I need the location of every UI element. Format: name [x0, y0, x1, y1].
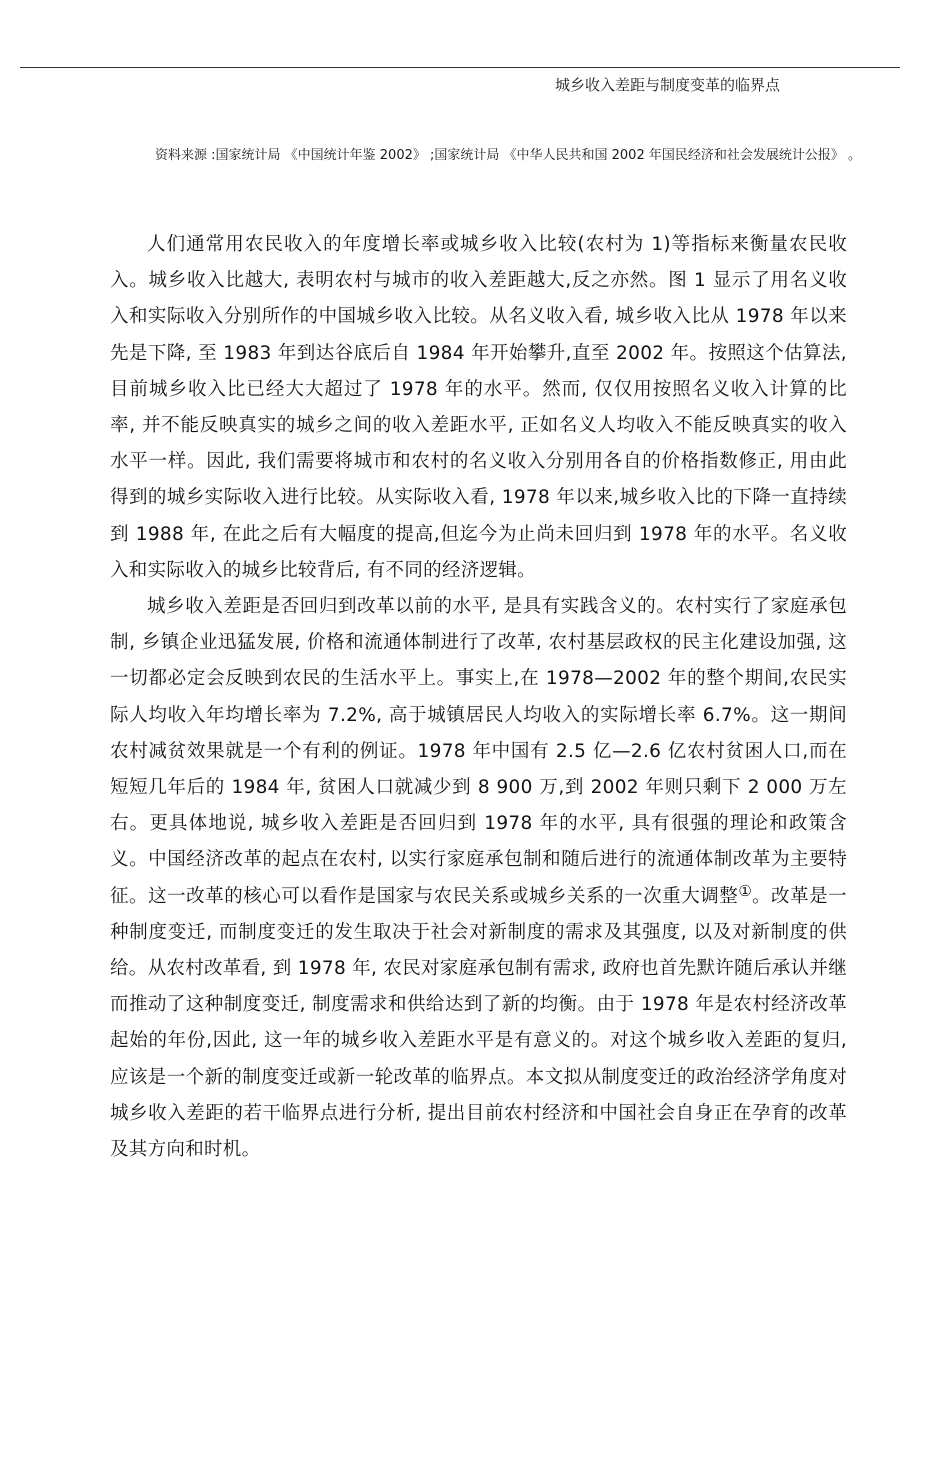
body-text [110, 227, 847, 1168]
paragraph-2 [110, 589, 847, 1168]
running-title: 城乡收入差距与制度变革的临界点 [555, 76, 781, 94]
footnote-marker[interactable]: ① [738, 881, 753, 900]
header-rule [20, 67, 900, 68]
paragraph-2-part-1: 城乡收入差距是否回归到改革以前的水平, 是具有实践含义的。农村实行了家庭承包制, 乡镇企业迅猛发展, 价格和流通体制进行了改革, 农村基层政权的民主化建设加强, 这一切都必定会反映到农民的生活水平上。事实上,在 1978—2002 年的整个期间,农民实际人均收入年均增长率为 7.2%, 高于城镇居民人均收入的实际增长率 6.7%。这一期间农村减贫效果就是一个有利的例证。1978 年中国有 2.5 亿—2.6 亿农村贫困人口,而在短短几年后的 1984 年, 贫困人口就减少到 8 900 万,到 2002 年则只剩下 2 000 万左右。更具体地说, 城乡收入差距是否回归到 1978 年的水平, 具有很强的理论和政策含义。中国经济改革的起点在农村, 以实行家庭承包制和随后进行的流通体制改革为主要特征。这一改革的核心可以看作是国家与农民关系或城乡关系的一次重大调整 [110, 596, 847, 907]
paragraph-2-part-2: 。改革是一种制度变迁, 而制度变迁的发生取决于社会对新制度的需求及其强度, 以及对新制度的供给。从农村改革看, 到 1978 年, 农民对家庭承包制有需求, 政府也首先默许随后承认并继而推动了这种制度变迁, 制度需求和供给达到了新的均衡。由于 1978 年是农村经济改革起始的年份,因此, 这一年的城乡收入差距水平是有意义的。对这个城乡收入差距的复归, 应该是一个新的制度变迁或新一轮改革的临界点。本文拟从制度变迁的政治经济学角度对城乡收入差距的若干临界点进行分析, 提出目前农村经济和中国社会自身正在孕育的改革及其方向和时机。 [110, 885, 847, 1161]
table-source-note: 资料来源 :国家统计局 《中国统计年鉴 2002》 ;国家统计局 《中华人民共和国 2002 年国民经济和社会发展统计公报》 。 [155, 148, 861, 163]
paragraph-1: 人们通常用农民收入的年度增长率或城乡收入比较(农村为 1)等指标来衡量农民收入。城乡收入比越大, 表明农村与城市的收入差距越大,反之亦然。图 1 显示了用名义收入和实际收入分别所作的中国城乡收入比较。从名义收入看, 城乡收入比从 1978 年以来先是下降, 至 1983 年到达谷底后自 1984 年开始攀升,直至 2002 年。按照这个估算法,目前城乡收入比已经大大超过了 1978 年的水平。然而, 仅仅用按照名义收入计算的比率, 并不能反映真实的城乡之间的收入差距水平, 正如名义人均收入不能反映真实的收入水平一样。因此, 我们需要将城市和农村的名义收入分别用各自的价格指数修正, 用由此得到的城乡实际收入进行比较。从实际收入看, 1978 年以来,城乡收入比的下降一直持续到 1988 年, 在此之后有大幅度的提高,但迄今为止尚未回归到 1978 年的水平。名义收入和实际收入的城乡比较背后, 有不同的经济逻辑。 [110, 234, 847, 581]
